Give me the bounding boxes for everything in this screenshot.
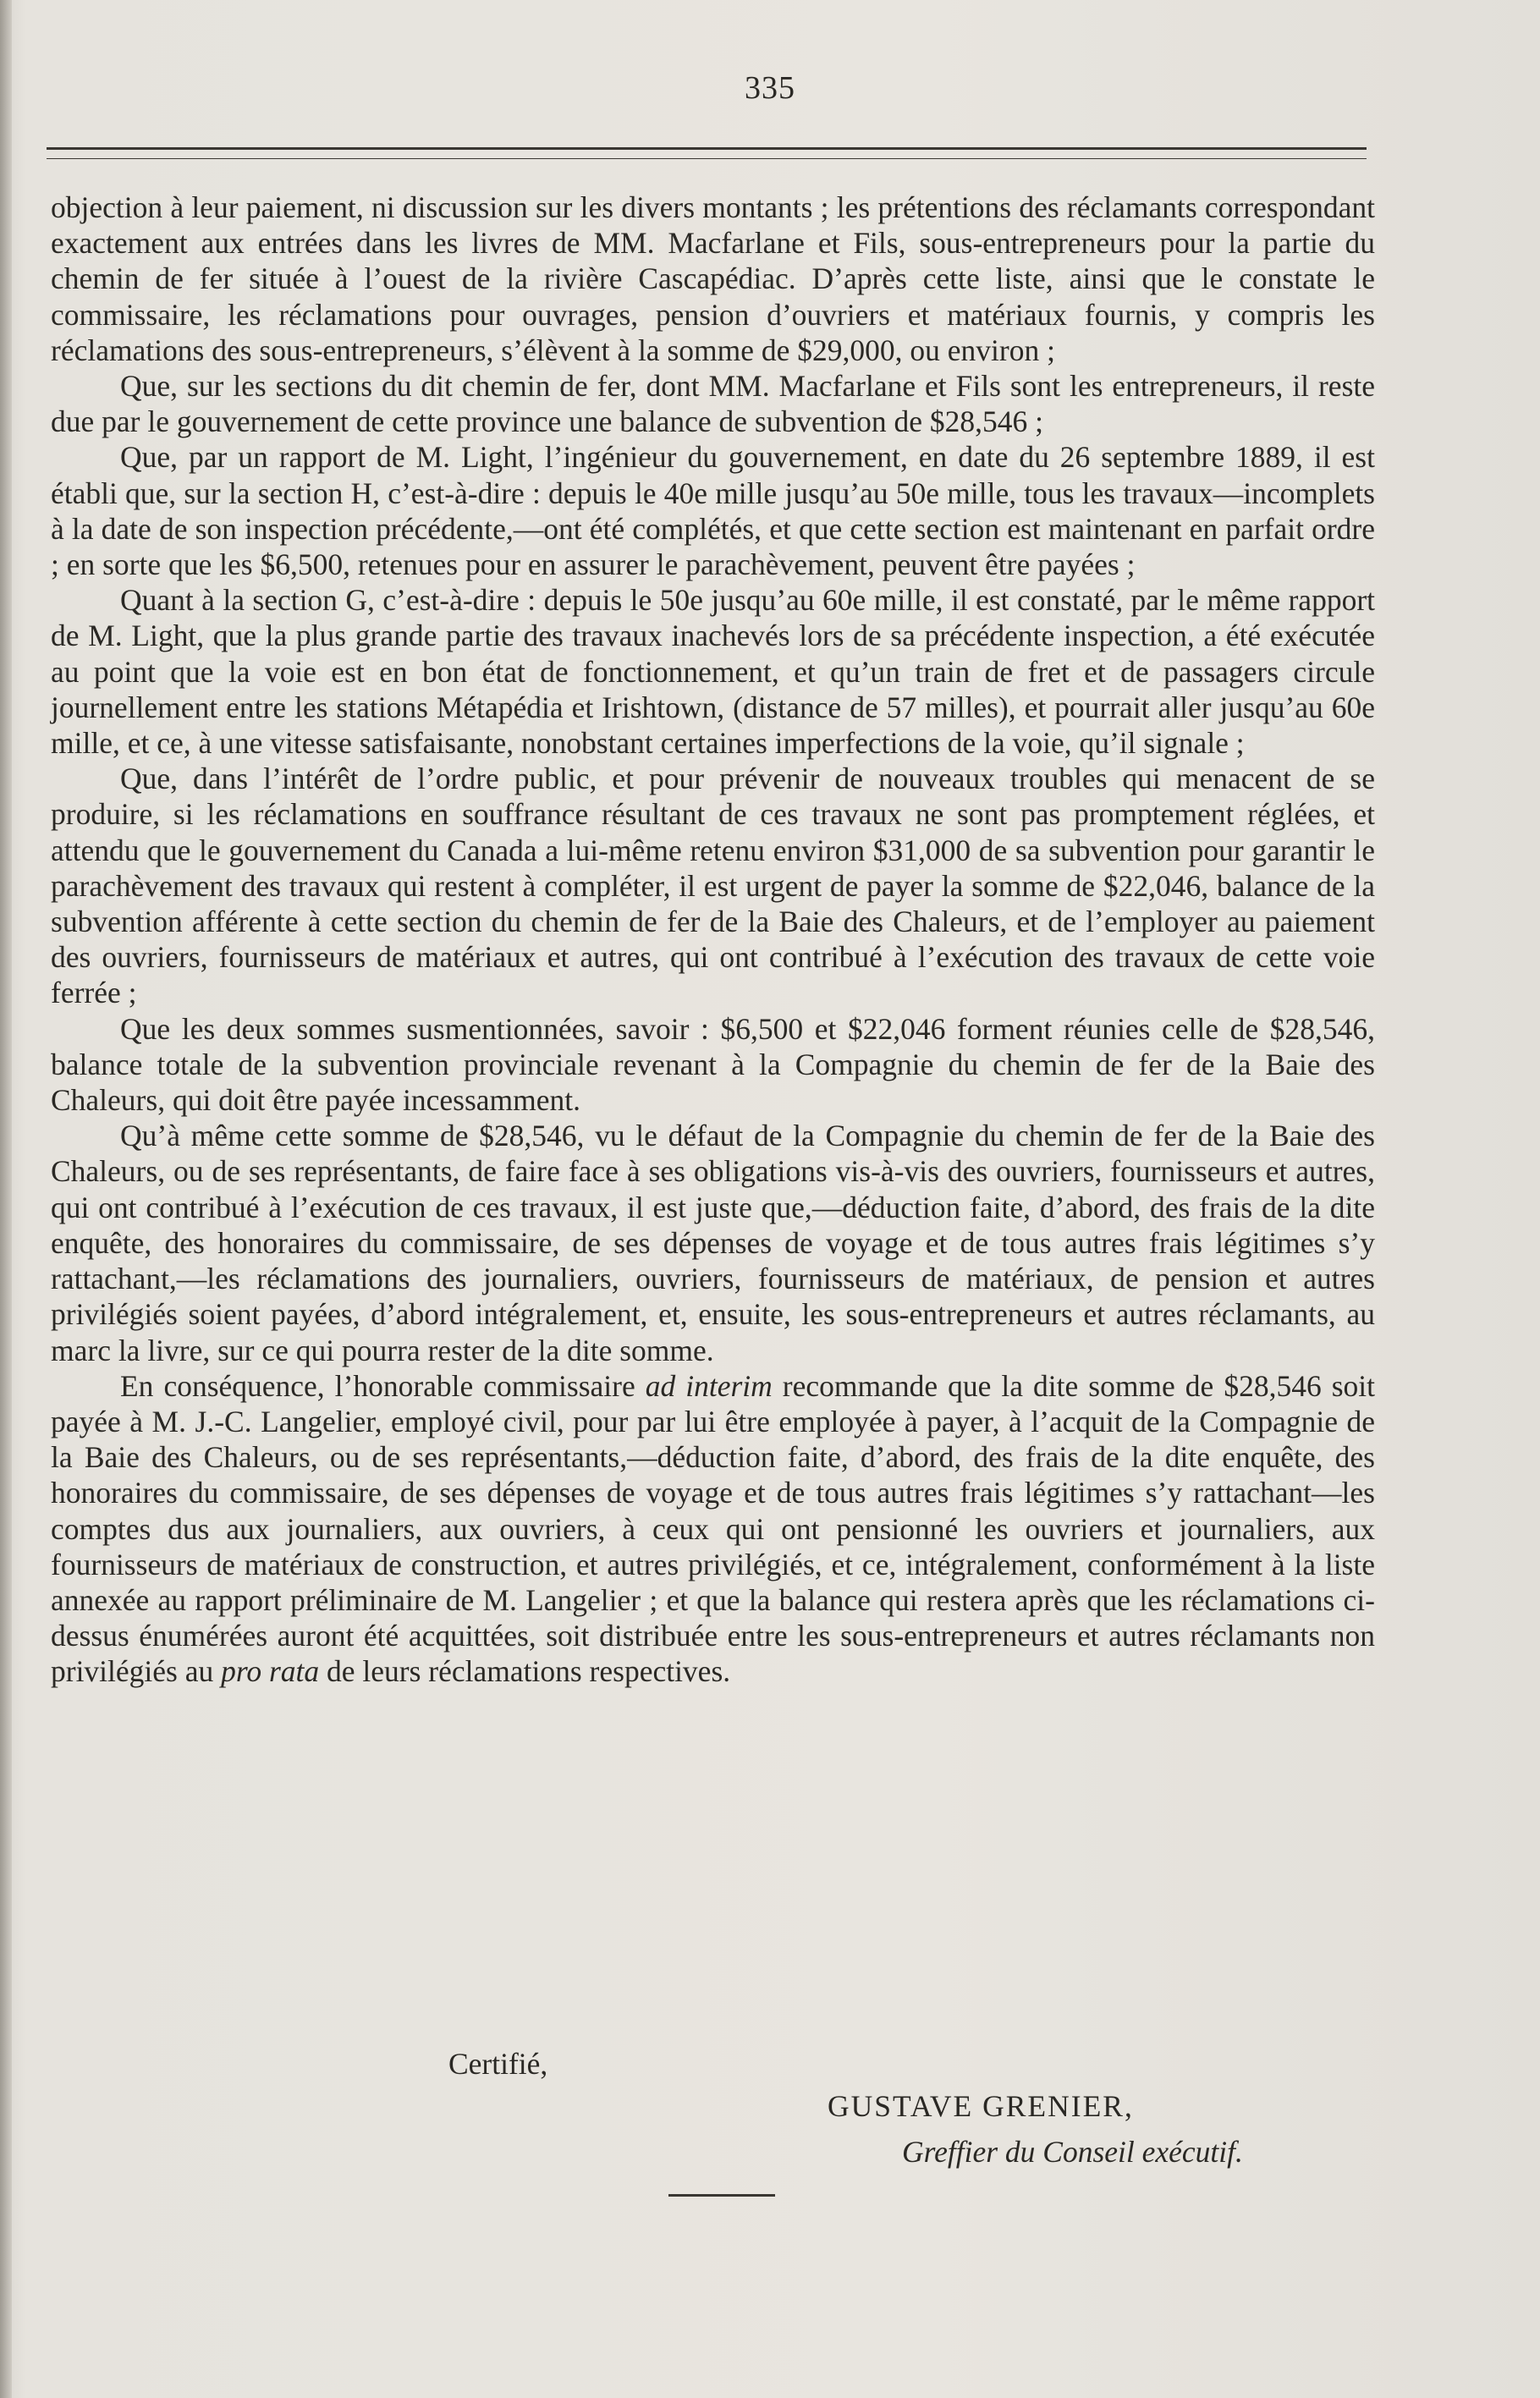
signer-title: Greffier du Conseil exécutif.: [902, 2135, 1243, 2169]
book-spine-shadow: [0, 0, 12, 2398]
paragraph: Que, dans l’intérêt de l’ordre public, et pour prévenir de nouveaux troubles qui menacent de se produire, si les réclamations en souffrance résultant de ces travaux ne sont pas promptement réglées, et attendu que le gouvernement du Canada a lui-même retenu environ $31,000 de sa subvention pour garantir le parachèvement des travaux qui restent à compléter, il est urgent de payer la somme de $22,046, balance de la subvention afférente à cette section du chemin de fer de la Baie des Chaleurs, et de l’employer au paiement des ouvriers, fournisseurs de matériaux et autres, qui ont contribué à l’exécution des travaux de cette voie ferrée ;: [51, 762, 1375, 1010]
italic-phrase: pro rata: [221, 1654, 320, 1689]
paragraph: Que, sur les sections du dit chemin de fer, dont MM. Macfarlane et Fils sont les entrepreneurs, il reste due par le gouvernement de cette province une balance de subvention de $28,546 ;: [51, 369, 1375, 439]
header-double-rule: [47, 147, 1367, 159]
paragraph: Quant à la section G, c’est-à-dire : depuis le 50e jusqu’au 60e mille, il est constaté, par le même rapport de M. Light, que la plus grande partie des travaux inachevés lors de sa précédente inspection, a été exécutée au point que la voie est en bon état de fonctionnement, et qu’un train de fret et de passagers circule journellement entre les stations Métapédia et Irishtown, (distance de 57 milles), et pourrait aller jusqu’au 60e mille, et ce, à une vitesse satisfaisante, nonobstant certaines imperfections de la voie, qu’il signale ;: [51, 583, 1375, 761]
closing-rule: [668, 2194, 775, 2197]
certified-label: Certifié,: [448, 2047, 548, 2081]
italic-phrase: ad interim: [645, 1368, 773, 1403]
body-text: [51, 190, 1375, 1690]
paragraph: Qu’à même cette somme de $28,546, vu le défaut de la Compagnie du chemin de fer de la Baie des Chaleurs, ou de ses représentants, de faire face à ses obligations vis-à-vis des ouvriers, fournisseurs et autres, qui ont contribué à l’exécution de ces travaux, il est juste que,—déduction faite, d’abord, des frais de la dite enquête, des honoraires du commissaire, de ses dépenses de voyage et de tous autres frais légitimes s’y rattachant,—les réclamations des journaliers, ouvriers, fournisseurs de matériaux, de pension et autres privilégiés soient payées, d’abord intégralement, et, ensuite, les sous-entrepreneurs et autres réclamants, au marc la livre, sur ce qui pourra rester de la dite somme.: [51, 1119, 1375, 1367]
final-paragraph: [51, 1368, 1375, 1690]
paragraph: objection à leur paiement, ni discussion sur les divers montants ; les prétentions des réclamants correspondant exactement aux entrées dans les livres de MM. Macfarlane et Fils, sous-entrepreneurs pour la partie du chemin de fer située à l’ouest de la rivière Cascapédiac. D’après cette liste, ainsi que le constate le commissaire, les réclamations pour ouvrages, pension d’ouvriers et matériaux fournis, y compris les réclamations des sous-entrepreneurs, s’élèvent à la somme de $29,000, ou environ ;: [51, 190, 1375, 367]
paragraph: Que les deux sommes susmentionnées, savoir : $6,500 et $22,046 forment réunies celle de $28,546, balance totale de la subvention provinciale revenant à la Compagnie du chemin de fer de la Baie des Chaleurs, qui doit être payée incessamment.: [51, 1011, 1375, 1118]
final-paragraph-text: recommande que la dite somme de $28,546 soit payée à M. J.-C. Langelier, employé civil, pour par lui être employée à payer, à l’acquit de la Compagnie de la Baie des Chaleurs, ou de ses représentants,—déduction faite, d’abord, des frais de la dite enquête, des honoraires du commissaire, de ses dépenses de voyage et de tous autres frais légitimes s’y rattachant—les comptes dus aux journaliers, aux ouvriers, à ceux qui ont pensionné les ouvriers et journaliers, aux fournisseurs de matériaux de construction, et autres privilégiés, et ce, intégralement, conformément à la liste annexée au rapport préliminaire de M. Langelier ; et que la balance qui restera après que les réclamations ci-dessus énumérées auront été acquittées, soit distribuée entre les sous-entrepreneurs et autres réclamants non privilégiés au: [51, 1368, 1375, 1689]
page-number: 335: [745, 70, 795, 106]
signer-name: GUSTAVE GRENIER,: [828, 2089, 1134, 2123]
final-paragraph-text: En conséquence, l’honorable commissaire: [120, 1368, 646, 1403]
final-paragraph-text: de leurs réclamations respectives.: [319, 1654, 731, 1689]
paragraph: Que, par un rapport de M. Light, l’ingénieur du gouvernement, en date du 26 septembre 1889, il est établi que, sur la section H, c’est-à-dire : depuis le 40e mille jusqu’au 50e mille, tous les travaux—incomplets à la date de son inspection précédente,—ont été complétés, et que cette section est maintenant en parfait ordre ; en sorte que les $6,500, retenues pour en assurer le parachèvement, peuvent être payées ;: [51, 440, 1375, 582]
